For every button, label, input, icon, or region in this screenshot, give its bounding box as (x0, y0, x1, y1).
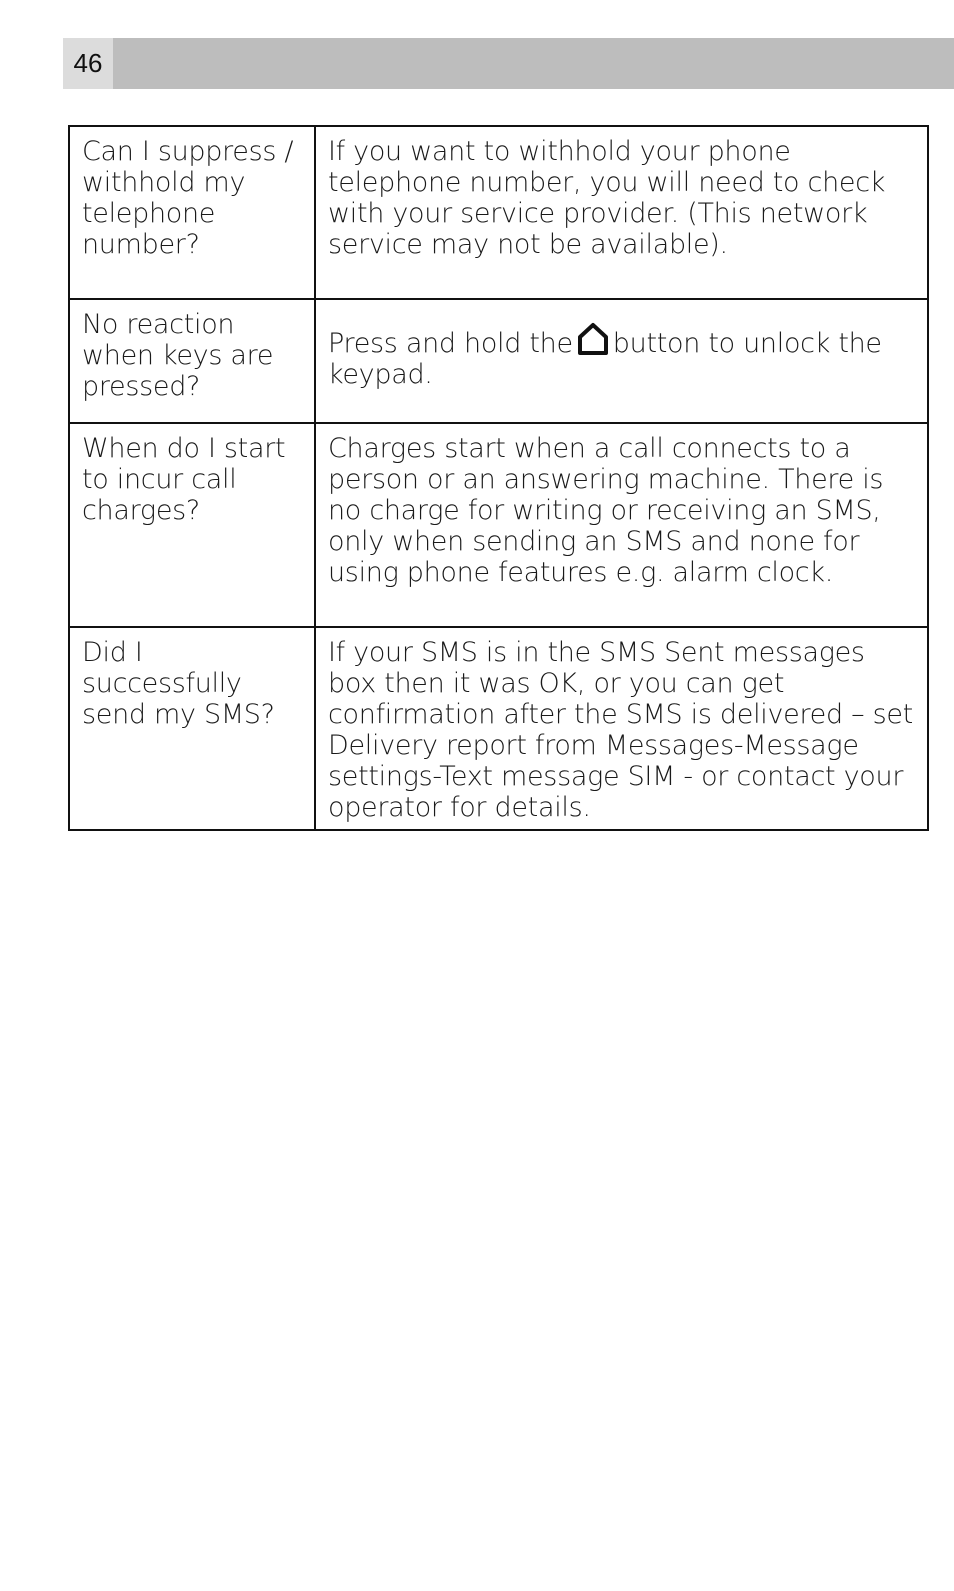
page-header-bar (63, 38, 954, 89)
faq-answer: Charges start when a call connects to a person or an answering machine. There is no charge for writing or receiving an SMS, only when sending an SMS and none for using phone features e.g. alarm clock. (315, 423, 928, 627)
faq-answer (315, 299, 928, 423)
faq-table (68, 125, 929, 831)
faq-answer: If your SMS is in the SMS Sent messages box then it was OK, or you can get confirmation after the SMS is delivered – set Delivery report from Messages-Message settings-Text message SIM - or contact your operator for details. (315, 627, 928, 830)
faq-answer: If you want to withhold your phone telephone number, you will need to check with your service provider. (This network service may not be available). (315, 126, 928, 299)
table-row (69, 126, 928, 299)
faq-question: No reaction when keys are pressed? (69, 299, 315, 423)
table-row (69, 423, 928, 627)
faq-answer-text-after: button to unlock the keypad. (328, 328, 882, 390)
table-row (69, 627, 928, 830)
home-icon (577, 322, 609, 356)
faq-question: Can I suppress / withhold my telephone number? (69, 126, 315, 299)
faq-question: When do I start to incur call charges? (69, 423, 315, 627)
faq-answer-text-before: Press and hold the (328, 328, 573, 359)
table-row (69, 299, 928, 423)
faq-question: Did I successfully send my SMS? (69, 627, 315, 830)
page-number: 46 (63, 38, 113, 89)
